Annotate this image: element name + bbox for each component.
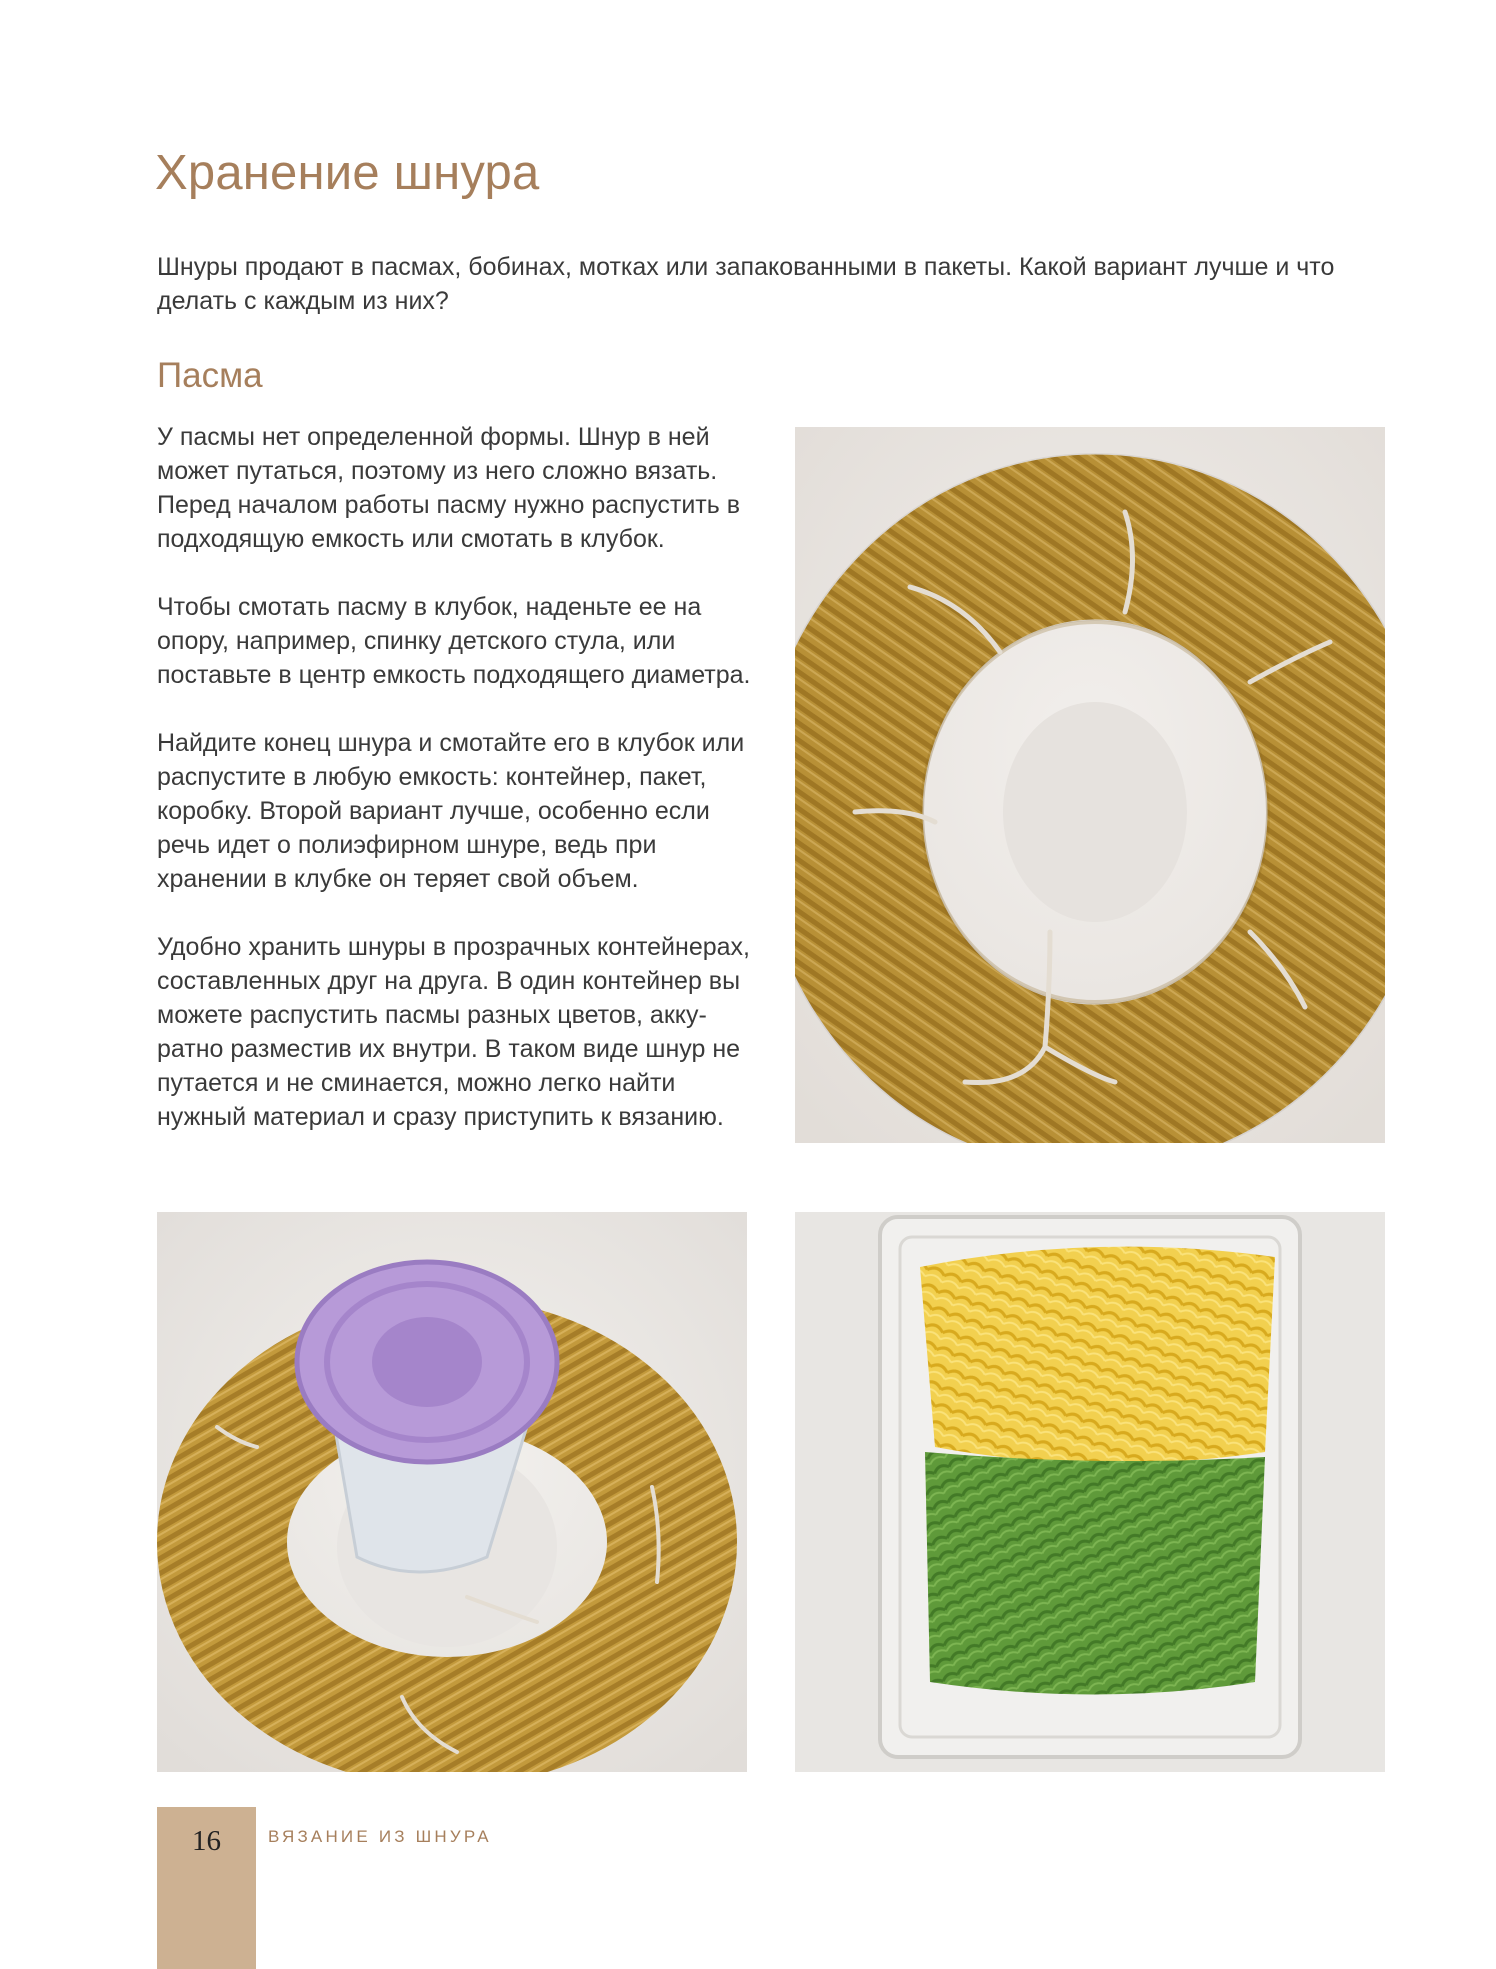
photo-skein bbox=[795, 427, 1385, 1143]
photo-skein-with-container bbox=[157, 1212, 747, 1772]
paragraph: Удобно хранить шнуры в прозрачных контейнерах, составленных друг на друга. В один контейнер вы можете распустить пасмы разных цветов, аккуратно разместив их внутри. В таком виде шнур не путается и не сминается, можно легко найти нужный материал и сразу приступить к вязанию. bbox=[157, 933, 750, 1131]
section-heading: Пасма bbox=[157, 356, 263, 395]
page-tab bbox=[157, 1807, 256, 1969]
photo-storage-box bbox=[795, 1212, 1385, 1772]
body-text bbox=[157, 420, 752, 1168]
paragraph: У пасмы нет определенной формы. Шнур в ней может путаться, поэтому из него сложно вязать. Перед началом работы пасму нужно распустить в подходящую емкость или смотать в клубок. bbox=[157, 423, 741, 553]
paragraph: Чтобы смотать пасму в клубок, наденьте ее на опору, например, спинку детского стула, или поставьте в центр емкость подходящего диаметра. bbox=[157, 593, 751, 689]
page-number: 16 bbox=[192, 1825, 221, 1857]
running-header: ВЯЗАНИЕ ИЗ ШНУРА bbox=[268, 1827, 492, 1846]
intro-paragraph: Шнуры продают в пасмах, бобинах, мотках или запакованными в пакеты. Какой вариант лучше и что делать с каждым из них? bbox=[157, 253, 1335, 315]
page-title: Хранение шнура bbox=[155, 146, 540, 200]
paragraph: Найдите конец шнура и смотайте его в клубок или распустите в любую емкость: контейнер, пакет, коробку. Второй вариант лучше, особенно если речь идет о полиэфирном шнуре, ведь при хранении в клубке он теряет свой объем. bbox=[157, 729, 745, 893]
